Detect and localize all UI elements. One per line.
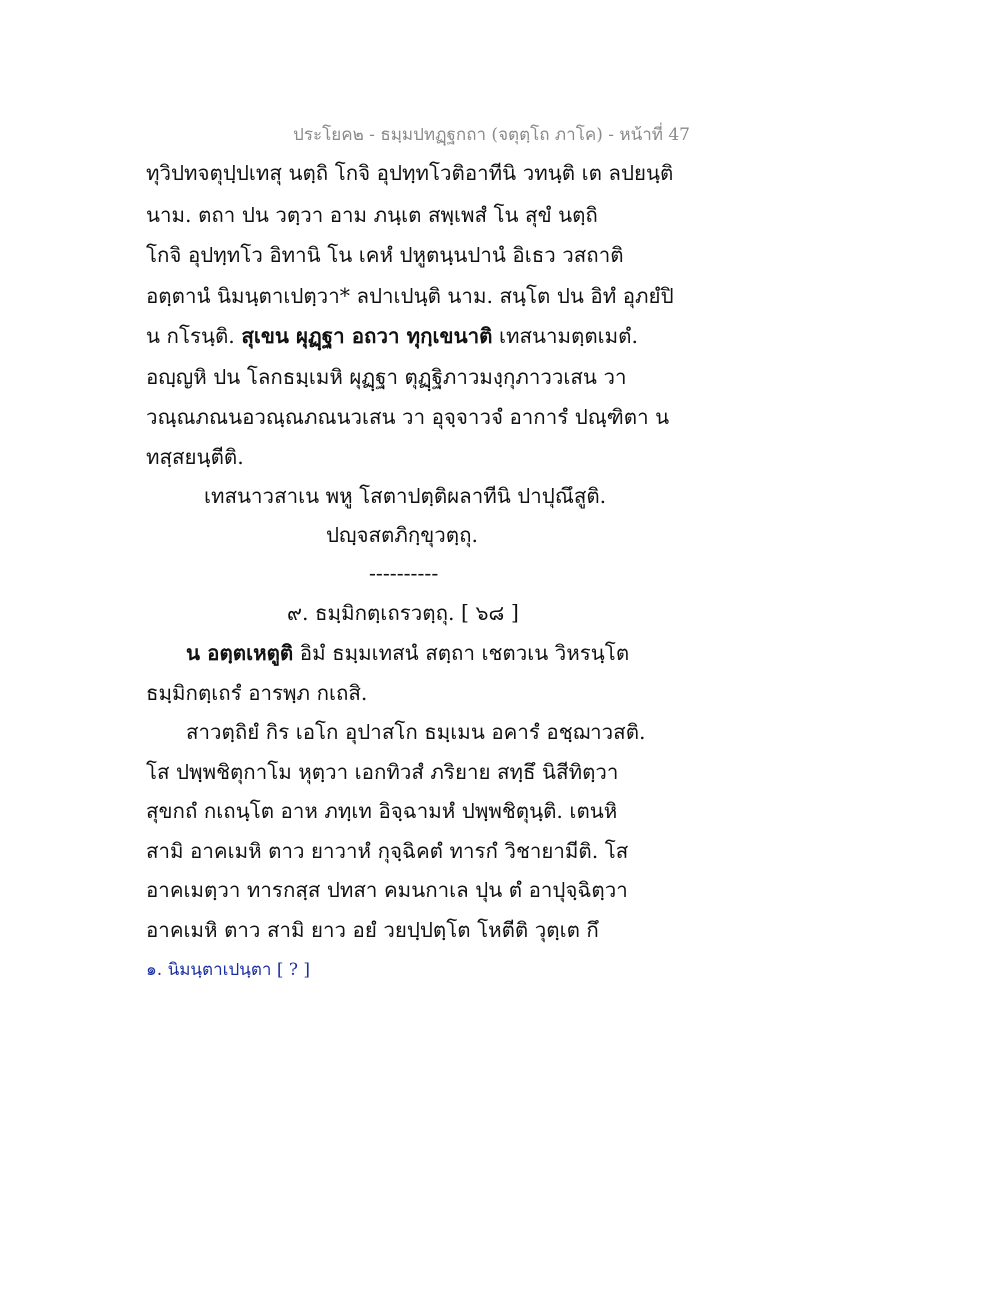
text-line: สามิ อาคเมหิ ตาว ยาวาหํ กุจฺฉิคตํ ทารกํ วิชายามีติ. โส	[146, 839, 629, 863]
text-line: ทสฺสยนฺตีติ.	[146, 445, 244, 469]
text-line: นาม. ตถา ปน วตฺวา อาม ภนฺเต สพฺเพสํ โน สุขํ นตฺถิ	[146, 203, 598, 227]
text-line: อญฺญหิ ปน โลกธมฺเมหิ ผุฏฺฐา ตุฏฺฐิภาวมงฺกุภาววเสน วา	[146, 365, 627, 389]
line-text: น กโรนฺติ.	[146, 324, 242, 348]
text-line: อาคเมหิ ตาว สามิ ยาว อยํ วยปฺปตฺโต โหตีติ วุตฺเต กึ	[146, 918, 599, 942]
text-line: โกจิ อุปทฺทโว อิทานิ โน เคหํ ปหูตนฺนปานํ อิเธว วสถาติ	[146, 243, 624, 267]
separator: ----------	[369, 561, 439, 585]
line-text: อิมํ ธมฺมเทสนํ สตฺถา เชตวเน วิหรนฺโต	[293, 641, 630, 665]
text-line: อตฺตานํ นิมนฺตาเปตฺวา* ลปาเปนฺติ นาม. สนฺโต ปน อิทํ อุภยํปิ	[146, 284, 674, 308]
text-line: อาคเมตฺวา ทารกสฺส ปทสา คมนกาเล ปุน ตํ อาปุจฺฉิตฺวา	[146, 878, 628, 902]
result-line: เทสนาวสาเน พหู โสตาปตฺติผลาทีนิ ปาปุณึสูติ.	[204, 484, 607, 508]
section-title: ๙. ธมฺมิกตฺเถรวตฺถุ. [ ๖๘ ]	[287, 601, 519, 625]
text-line	[146, 321, 638, 351]
text-line: ธมฺมิกตฺเถรํ อารพฺภ กเถสิ.	[146, 681, 368, 705]
text-line: วณฺณภณนอวณฺณภณนวเสน วา อุจฺจาวจํ อาการํ ปณฺฑิตา น	[146, 405, 670, 429]
footnote: ๑. นิมนฺตาเปนฺตา [ ? ]	[146, 960, 311, 980]
bold-verse-term: สุเขน ผุฏฺฐา อถวา ทุกฺเขนาติ	[241, 324, 493, 348]
text-line	[186, 638, 629, 668]
text-line: สาวตฺถิยํ กิร เอโก อุปาสโก ธมฺเมน อคารํ อชฺฌาวสติ.	[186, 720, 646, 744]
story-end-title: ปญฺจสตภิกฺขุวตฺถุ.	[326, 523, 479, 547]
line-text: เทสนามตฺตเมตํ.	[492, 324, 638, 348]
page-header: ประโยค๒ - ธมฺมปทฏฺฐกถา (จตุตฺโถ ภาโค) - หน้าที่ 47	[293, 125, 690, 145]
text-line: ทุวิปทจตุปฺปเทสุ นตฺถิ โกจิ อุปทฺทโวติอาทีนิ วทนฺติ เต ลปยนฺติ	[146, 161, 674, 185]
bold-verse-term: น อตฺตเหตูติ	[186, 641, 294, 665]
text-line: โส ปพฺพชิตุกาโม หุตฺวา เอกทิวสํ ภริยาย สทฺธึ นิสีทิตฺวา	[146, 760, 619, 784]
text-line: สุขกถํ กเถนฺโต อาห ภทฺเท อิจฺฉามหํ ปพฺพชิตุนฺติ. เตนหิ	[146, 799, 618, 823]
